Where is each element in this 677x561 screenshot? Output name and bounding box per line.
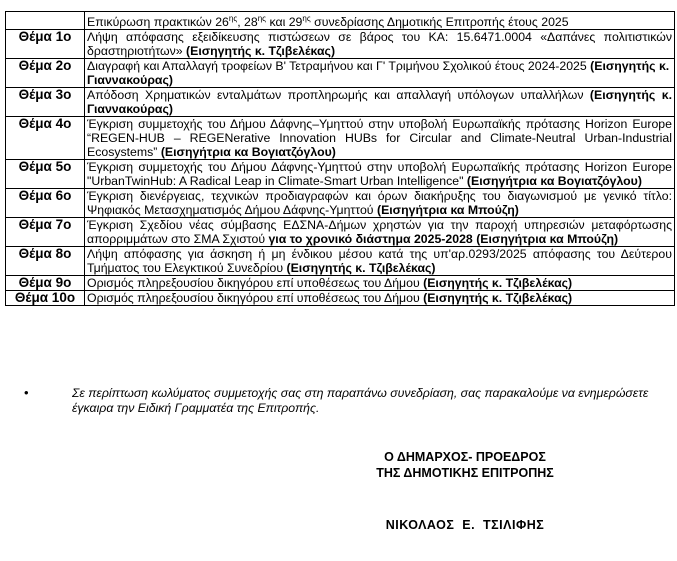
item-text: Απόδοση Χρηματικών ενταλμάτων προπληρωμής και απαλλαγή υπόλογων υπαλλήλων (87, 88, 584, 103)
item-description (85, 218, 675, 247)
ordinal-suffix: ης (257, 14, 267, 23)
minutes-text: Επικύρωση πρακτικών 26 (87, 15, 229, 30)
item-text: Έγκριση διενέργειας, τεχνικών προδιαγραφών και όρων διακήρυξης του διαγωνισμού με γενικό τίτλο: Ψηφιακός Μετασχηματισμός Δήμου Δάφνης-Υμηττού (87, 189, 672, 218)
item-number: Θέμα 4ο (6, 117, 85, 160)
item-text: Διαγραφή και Απαλλαγή τροφείων Β' Τετραμήνου και Γ' Τριμήνου Σχολικού έτους 2024-2025 (87, 59, 587, 74)
item-text: Ορισμός πληρεξουσίου δικηγόρου επί υποθέσεως του Δήμου (87, 276, 420, 291)
item-text: Έγκριση συμμετοχής του Δήμου Δάφνης-Υμηττού στην υποβολή Ευρωπαϊκής πρότασης Horizon Europe "UrbanTwinHub: A Radical Leap in Climate-Smart Urban Intelligence" (87, 160, 672, 189)
item-number: Θέμα 3ο (6, 88, 85, 117)
item-rapporteur: (Εισηγητής κ. Τζιβελέκας) (186, 44, 336, 59)
item-rapporteur: (Εισηγητής κ. Γιαννακούρας) (87, 59, 670, 88)
bullet-icon: • (24, 385, 29, 400)
item-description (85, 117, 675, 160)
item-description (85, 247, 675, 276)
signatory-name: ΝΙΚΟΛΑΟΣ Ε. ΤΣΙΛΙΦΗΣ (385, 518, 545, 532)
table-row (6, 88, 675, 117)
item-rapporteur: (Εισηγήτρια κα Βογιατζόγλου) (160, 145, 336, 160)
item-rapporteur: (Εισηγήτρια κα Βογιατζόγλου) (466, 174, 642, 189)
item-description (85, 160, 675, 189)
item-number: Θέμα 1ο (6, 30, 85, 59)
item-description (85, 189, 675, 218)
item-rapporteur: (Εισηγητής κ. Τζιβελέκας) (423, 276, 573, 291)
table-row (6, 276, 675, 291)
table-row (6, 189, 675, 218)
item-text: Έγκριση συμμετοχής του Δήμου Δάφνης–Υμηττού στην υποβολή Ευρωπαϊκής πρότασης Horizon Europe “REGEN-HUB – REGENerative Innovation HUBs for Circular and Climate-Neutral Urban-Industrial Ecosystems” (87, 117, 672, 160)
minutes-text: , 28 (237, 15, 258, 30)
item-number: Θέμα 5ο (6, 160, 85, 189)
signatory-title-line2: ΤΗΣ ΔΗΜΟΤΙΚΗΣ ΕΠΙΤΡΟΠΗΣ (376, 466, 554, 480)
item-text: Έγκριση Σχεδίου νέας σύμβασης ΕΔΣΝΑ-Δήμων χρηστών για την παροχή υπηρεσιών μεταφόρτωσης απορριμμάτων στο ΣΜΑ Σχιστού (87, 218, 672, 247)
table-row (6, 30, 675, 59)
item-rapporteur: (Εισηγητής κ. Τζιβελέκας) (423, 291, 573, 306)
note-text: Σε περίπτωση κωλύματος συμμετοχής σας στη παραπάνω συνεδρίαση, σας παρακαλούμε να ενημερώσετε έγκαιρα την Ειδική Γραμματέα της Επιτροπής. (72, 386, 649, 415)
item-period: για το χρονικό διάστημα 2025-2028 (268, 232, 473, 247)
table-row (6, 59, 675, 88)
minutes-text: συνεδρίασης Δημοτικής Επιτροπής έτους 2025 (310, 15, 569, 30)
item-number: Θέμα 6ο (6, 189, 85, 218)
item-description (85, 59, 675, 88)
item-description (85, 276, 675, 291)
table-row (6, 160, 675, 189)
item-number: Θέμα 2ο (6, 59, 85, 88)
table-row (6, 12, 675, 30)
agenda-table (5, 11, 675, 306)
item-description (85, 291, 675, 306)
ordinal-suffix: ης (302, 14, 311, 23)
item-description (85, 30, 675, 59)
table-row (6, 218, 675, 247)
signatory-title-line1: Ο ΔΗΜΑΡΧΟΣ- ΠΡΟΕΔΡΟΣ (384, 450, 546, 464)
ordinal-suffix: ης (228, 14, 238, 23)
table-row (6, 117, 675, 160)
item-text: Ορισμός πληρεξουσίου δικηγόρου επί υποθέσεως του Δήμου (87, 291, 420, 306)
item-number-empty (6, 12, 85, 30)
minutes-text: και 29 (266, 15, 303, 30)
table-row (6, 247, 675, 276)
item-number: Θέμα 7ο (6, 218, 85, 247)
item-number: Θέμα 10ο (6, 291, 85, 306)
item-description (85, 88, 675, 117)
item-rapporteur: (Εισηγήτρια κα Μπούζη) (476, 232, 619, 247)
item-number: Θέμα 9ο (6, 276, 85, 291)
item-text: Λήψη απόφασης για άσκηση ή μη ένδικου μέσου κατά της υπ'αρ.0293/2025 απόφασης του Δεύτερου Τμήματος του Ελεγκτικού Συνεδρίου (87, 247, 672, 276)
item-rapporteur: (Εισηγητής κ. Γιαννακούρας) (87, 88, 672, 117)
item-number: Θέμα 8ο (6, 247, 85, 276)
item-description (85, 12, 675, 30)
item-rapporteur: (Εισηγητής κ. Τζιβελέκας) (286, 261, 436, 276)
table-row (6, 291, 675, 306)
item-text: Λήψη απόφασης εξειδίκευσης πιστώσεων σε βάρος του ΚΑ: 15.6471.0004 «Δαπάνες πολιτιστικών δραστηριοτήτων» (87, 30, 672, 59)
item-rapporteur: (Εισηγήτρια κα Μπούζη) (376, 203, 519, 218)
